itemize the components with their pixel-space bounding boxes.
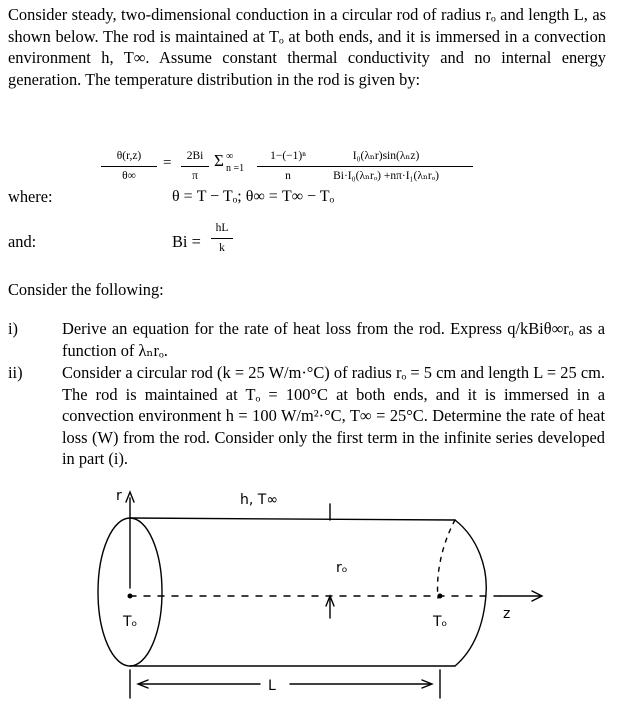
biot-denominator: k (219, 242, 225, 254)
radius-label: rₒ (336, 560, 348, 576)
eq-lhs-numerator: θ(r,z) (116, 150, 142, 162)
following-heading: Consider the following: (8, 280, 164, 299)
item-text: Consider a circular rod (k = 25 W/m·°C) of radius rₒ = 5 cm and length L = 25 cm. The rod is maintained at Tₒ = 100°C at both ends, and it is immersed in a convection environment h = 100 W/m²·°C, T∞ = 25°C. Determine the rate of heat loss (W) from the rod. Consider only the first term in the infinite series developed in part (i). (62, 363, 605, 469)
eq-term1-numerator: 1−(−1)ⁿ (270, 150, 306, 162)
eq-equals: = (163, 155, 172, 171)
rod-figure (0, 478, 619, 708)
eq-term1-denominator: n (285, 170, 291, 182)
biot-bar (211, 238, 233, 239)
eq-coef-denominator: π (192, 170, 198, 182)
item-number: ii) (8, 363, 23, 382)
eq-term2-denominator: Bi·I₀(λₙrₒ) +nπ·I₁(λₙrₒ) (333, 170, 439, 182)
eq-lhs-bar (101, 166, 157, 167)
eq-term2-numerator: I₀(λₙr)sin(λₙz) (352, 150, 420, 162)
eq-term2-bar (300, 166, 473, 167)
summation-sign: Σ (214, 151, 224, 170)
item-text: Derive an equation for the rate of heat loss from the rod. Express q/kBiθ∞rₒ as a function of λₙrₒ. (62, 319, 605, 360)
sum-lower-limit: n =1 (226, 163, 245, 174)
right-center-dot (438, 594, 443, 599)
problem-intro: Consider steady, two-dimensional conduction in a circular rod of radius rₒ and length L, as shown below. The rod is maintained at Tₒ at both ends, and it is immersed in a convection environment h, T∞. Assume constant thermal conductivity and no internal energy generation. The temperature distribution in the rod is given by: (8, 5, 606, 89)
eq-lhs-denominator: θ∞ (122, 170, 136, 182)
eq-coef-bar (181, 166, 209, 167)
right-temperature-label: Tₒ (433, 614, 448, 630)
where-label: where: (8, 187, 53, 206)
rod-top-edge (130, 518, 455, 520)
right-end-hidden-curve (438, 520, 455, 598)
eq-coef-numerator: 2Bi (186, 150, 204, 162)
r-axis-label: r (116, 488, 122, 504)
biot-numerator: hL (215, 222, 229, 234)
item-number: i) (8, 319, 19, 338)
and-label: and: (8, 232, 37, 251)
z-axis-label: z (503, 606, 511, 622)
left-temperature-label: Tₒ (123, 614, 138, 630)
right-end-curve (455, 520, 486, 666)
sum-upper-limit: ∞ (226, 151, 234, 162)
biot-lhs: Bi = (172, 232, 201, 251)
length-label: L (268, 678, 276, 694)
left-center-dot (128, 594, 133, 599)
environment-label: h, T∞ (240, 492, 278, 508)
theta-definition: θ = T − Tₒ; θ∞ = T∞ − Tₒ (172, 188, 335, 205)
